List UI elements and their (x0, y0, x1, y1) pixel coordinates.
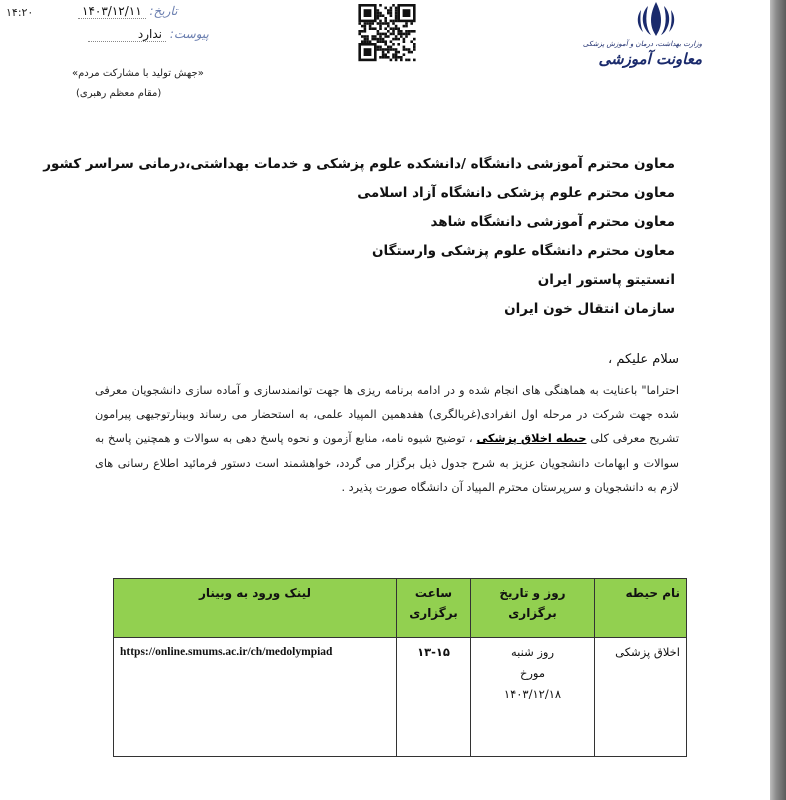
ministry-name: وزارت بهداشت، درمان و آموزش پزشکی (582, 40, 702, 48)
recipient-line: معاون محترم آموزشی دانشگاه /دانشکده علوم پزشکی و خدمات بهداشتی،درمانی سراسر کشور (43, 156, 675, 172)
recipient-line: معاون محترم علوم پزشکی دانشگاه آزاد اسلامی (357, 185, 675, 201)
header-link: لینک ورود به وبینار (114, 579, 397, 638)
emblem-icon (632, 0, 680, 38)
cell-time: ۱۳-۱۵ (397, 638, 471, 757)
cell-date-value: ۱۴۰۳/۱۲/۱۸ (503, 687, 562, 701)
slogan-source: (مقام معظم رهبری) (76, 88, 162, 99)
date-label: تاریخ: (149, 4, 178, 18)
ministry-logo (582, 0, 702, 84)
body-text-part1: احتراما" باعنایت به هماهنگی های انجام شده و در ادامه برنامه ریزی ها جهت توانمندسازی و آماده سازی دانشجویان معرفی شده جهت شرکت در مرحله اول انفرادی(غربالگری) هفدهمین المپیاد علمی، به استحضار می رساند وبینارتوجیهی پیرامون تشریح معرفی کلی (95, 384, 680, 446)
recipient-line: معاون محترم آموزشی دانشگاه شاهد (430, 214, 675, 230)
table-header-row (114, 579, 687, 638)
qr-code (356, 0, 418, 76)
table-row (114, 638, 687, 757)
cell-dated: مورخ (519, 666, 546, 680)
recipient-line: انستیتو پاستور ایران (537, 272, 675, 288)
webinar-link[interactable]: https://online.smums.ac.ir/ch/medolympiad (114, 638, 397, 757)
attachment-value: ندارد (88, 27, 166, 42)
header-date: روز و تاریخ برگزاری (471, 579, 595, 638)
page-edge-shadow (770, 0, 786, 800)
recipients-list (43, 150, 675, 324)
schedule-table (113, 578, 687, 757)
body-emphasis: حیطه اخلاق پزشکی (476, 432, 587, 446)
cell-date (471, 638, 595, 757)
office-name: معاونت آموزشی (598, 50, 702, 68)
recipient-line: سازمان انتقال خون ایران (504, 301, 675, 317)
greeting: سلام علیکم ، (608, 352, 679, 367)
slogan: «جهش تولید با مشارکت مردم» (72, 68, 204, 79)
status-time: ۱۴:۲۰ (6, 6, 34, 19)
attachment-label: پیوست: (169, 27, 209, 41)
header-time: ساعت برگزاری (397, 579, 471, 638)
cell-day: روز شنبه (510, 645, 555, 659)
date-value: ۱۴۰۳/۱۲/۱۱ (78, 4, 146, 19)
body-text-part2: ، توضیح شیوه نامه، منابع آزمون و نحوه پاسخ دهی به سوالات و همچنین پاسخ به سوالات و ابهامات دانشجویان عزیز به شرح جدول ذیل برگزار می گردد، خواهشمند است دستور فرمائید اطلاع رسانی های لازم به دانشجویان و سرپرستان محترم المپیاد آن دانشگاه صورت پذیرد . (95, 432, 679, 494)
letter-body (95, 379, 679, 500)
date-field (78, 4, 177, 19)
recipient-line: معاون محترم دانشگاه علوم پزشکی وارستگان (372, 243, 675, 259)
attachment-field (88, 27, 209, 42)
header-field: نام حیطه (595, 579, 687, 638)
cell-field: اخلاق پزشکی (595, 638, 687, 757)
